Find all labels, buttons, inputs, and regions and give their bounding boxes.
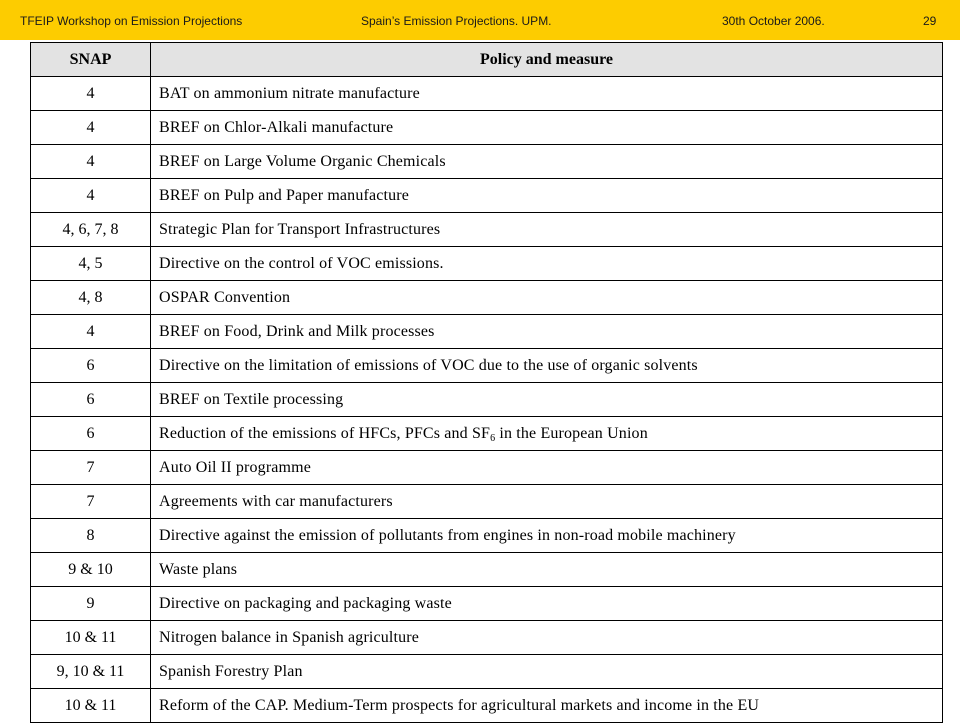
table-header-row bbox=[31, 43, 943, 77]
policy-cell: BREF on Textile processing bbox=[151, 383, 943, 417]
snap-cell: 4, 5 bbox=[31, 247, 151, 281]
snap-cell: 4, 8 bbox=[31, 281, 151, 315]
policies-table bbox=[30, 42, 943, 723]
table-row bbox=[31, 179, 943, 213]
policy-cell: Strategic Plan for Transport Infrastructures bbox=[151, 213, 943, 247]
snap-cell: 4 bbox=[31, 111, 151, 145]
table-row bbox=[31, 689, 943, 723]
policy-cell: Auto Oil II programme bbox=[151, 451, 943, 485]
policy-cell: Nitrogen balance in Spanish agriculture bbox=[151, 621, 943, 655]
policy-cell: BAT on ammonium nitrate manufacture bbox=[151, 77, 943, 111]
snap-cell: 7 bbox=[31, 451, 151, 485]
table-row bbox=[31, 111, 943, 145]
policy-text: Reduction of the emissions of HFCs, PFCs and SF bbox=[159, 424, 491, 442]
snap-cell: 8 bbox=[31, 519, 151, 553]
snap-cell: 4 bbox=[31, 145, 151, 179]
policy-cell: Reform of the CAP. Medium-Term prospects for agricultural markets and income in the EU bbox=[151, 689, 943, 723]
snap-cell: 9 bbox=[31, 587, 151, 621]
table-row bbox=[31, 315, 943, 349]
slide-number: 29 bbox=[923, 14, 937, 28]
table-row bbox=[31, 655, 943, 689]
column-header-snap: SNAP bbox=[31, 43, 151, 77]
snap-cell: 4 bbox=[31, 315, 151, 349]
table-row bbox=[31, 213, 943, 247]
snap-cell: 9 & 10 bbox=[31, 553, 151, 587]
policy-subscript: 6 bbox=[490, 432, 496, 444]
policy-cell: Spanish Forestry Plan bbox=[151, 655, 943, 689]
table-row bbox=[31, 519, 943, 553]
table-row bbox=[31, 349, 943, 383]
table-row bbox=[31, 485, 943, 519]
policy-cell: Directive on packaging and packaging waste bbox=[151, 587, 943, 621]
table-row bbox=[31, 281, 943, 315]
snap-cell: 10 & 11 bbox=[31, 689, 151, 723]
policy-cell: Directive against the emission of pollutants from engines in non-road mobile machinery bbox=[151, 519, 943, 553]
column-header-policy: Policy and measure bbox=[151, 43, 943, 77]
snap-cell: 10 & 11 bbox=[31, 621, 151, 655]
table-row bbox=[31, 77, 943, 111]
policy-cell: Directive on the limitation of emissions of VOC due to the use of organic solvents bbox=[151, 349, 943, 383]
snap-cell: 6 bbox=[31, 417, 151, 451]
table-row bbox=[31, 417, 943, 451]
table-row bbox=[31, 553, 943, 587]
header-date: 30th October 2006. bbox=[722, 14, 825, 28]
policy-cell: BREF on Large Volume Organic Chemicals bbox=[151, 145, 943, 179]
table-row bbox=[31, 247, 943, 281]
policy-cell: BREF on Chlor-Alkali manufacture bbox=[151, 111, 943, 145]
snap-cell: 7 bbox=[31, 485, 151, 519]
header-bar bbox=[0, 0, 960, 40]
snap-cell: 4 bbox=[31, 77, 151, 111]
table-row bbox=[31, 621, 943, 655]
header-presentation-title: Spain’s Emission Projections. UPM. bbox=[361, 14, 552, 28]
table-row bbox=[31, 145, 943, 179]
policy-cell: Directive on the control of VOC emissions. bbox=[151, 247, 943, 281]
policy-cell: OSPAR Convention bbox=[151, 281, 943, 315]
header-workshop-title: TFEIP Workshop on Emission Projections bbox=[20, 14, 243, 28]
policy-cell bbox=[151, 417, 943, 451]
policy-cell: Waste plans bbox=[151, 553, 943, 587]
policy-text-continued: in the European Union bbox=[495, 424, 648, 442]
snap-cell: 4, 6, 7, 8 bbox=[31, 213, 151, 247]
snap-cell: 6 bbox=[31, 383, 151, 417]
policy-cell: BREF on Food, Drink and Milk processes bbox=[151, 315, 943, 349]
snap-cell: 4 bbox=[31, 179, 151, 213]
table-row bbox=[31, 587, 943, 621]
policy-cell: BREF on Pulp and Paper manufacture bbox=[151, 179, 943, 213]
policy-cell: Agreements with car manufacturers bbox=[151, 485, 943, 519]
snap-cell: 9, 10 & 11 bbox=[31, 655, 151, 689]
table-row bbox=[31, 383, 943, 417]
snap-cell: 6 bbox=[31, 349, 151, 383]
table-row bbox=[31, 451, 943, 485]
table-body bbox=[31, 77, 943, 723]
